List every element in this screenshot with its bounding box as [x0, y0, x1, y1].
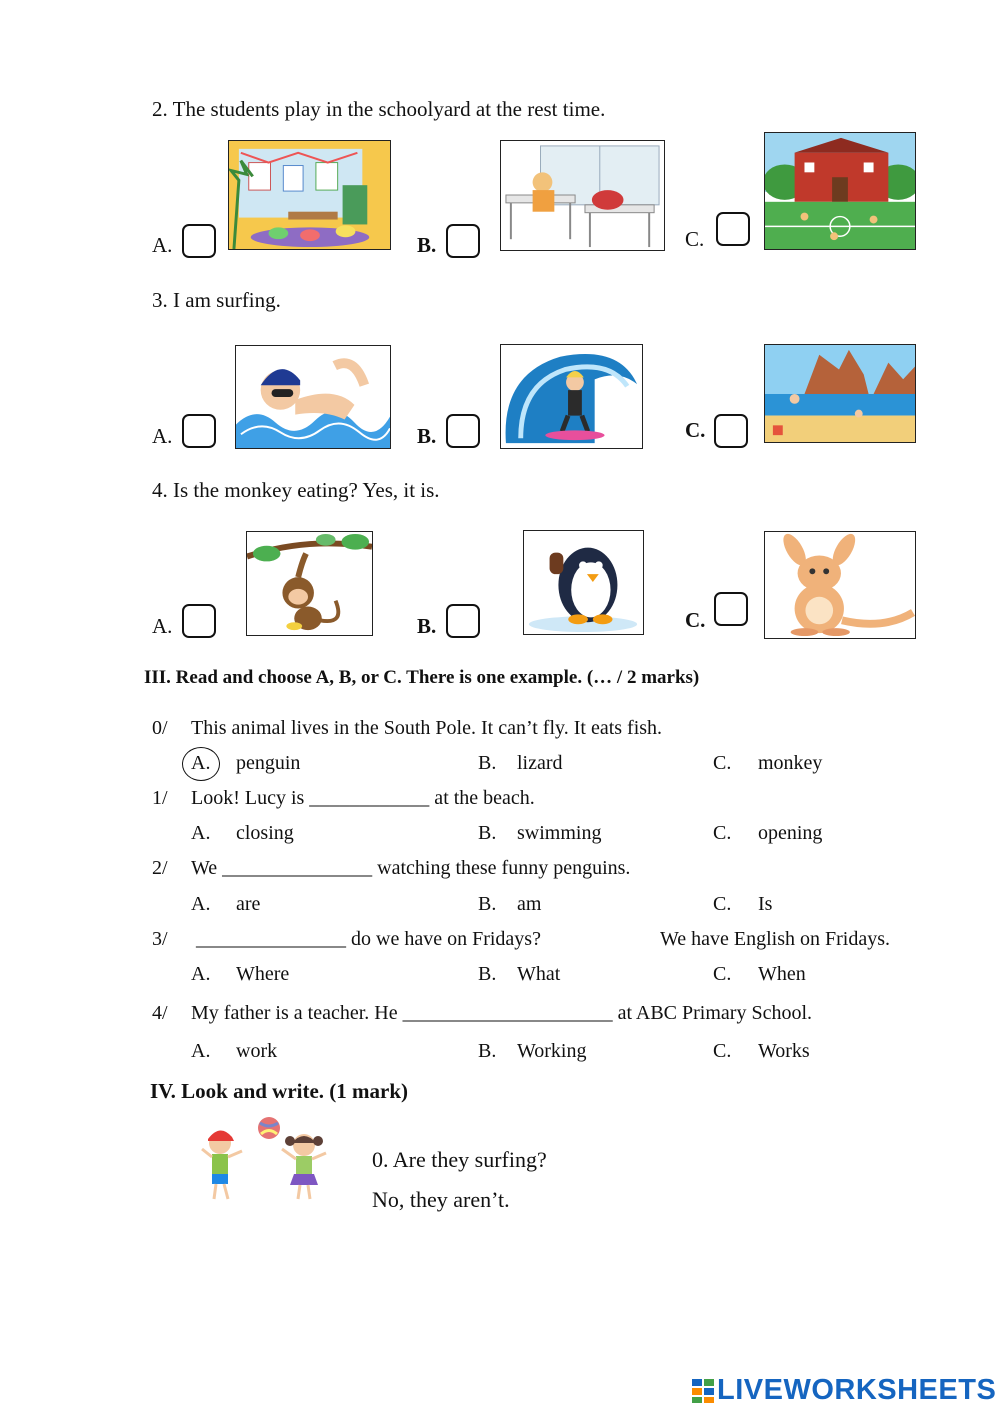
- item-0-option-c-letter: C.: [713, 752, 732, 774]
- item-3-answer-text: We have English on Fridays.: [660, 928, 891, 950]
- item-4-option-c-letter: C.: [713, 1040, 732, 1062]
- item-4-option-b-letter: B.: [478, 1040, 497, 1062]
- kids-playing-ball-image: [198, 1115, 348, 1205]
- item-0-number: 0/: [152, 717, 168, 739]
- q2-classroom-image: [228, 140, 391, 250]
- item-4-option-a-word[interactable]: work: [236, 1040, 278, 1062]
- item-1-option-b-letter: B.: [478, 822, 497, 844]
- q4-penguin-image: [523, 530, 644, 635]
- q4-option-a-checkbox[interactable]: [182, 604, 216, 638]
- q4-kangaroo-image: [764, 531, 916, 639]
- q2-desk-image: [500, 140, 665, 251]
- item-0-question: This animal lives in the South Pole. It can’t fly. It eats fish.: [191, 717, 663, 739]
- q3-option-a-label: A.: [152, 424, 173, 448]
- item-4-question: My father is a teacher. He _____________________ at ABC Primary School.: [191, 1002, 813, 1024]
- item-3-question: _______________ do we have on Fridays?: [196, 928, 541, 950]
- item-3-option-a-letter: A.: [191, 963, 211, 985]
- question-2-text: 2. The students play in the schoolyard at the rest time.: [152, 97, 606, 121]
- q4-option-a-label: A.: [152, 614, 173, 638]
- q3-swimmer-image: [235, 345, 391, 449]
- item-4-option-b-word[interactable]: Working: [517, 1040, 587, 1062]
- item-1-question: Look! Lucy is ____________ at the beach.: [191, 787, 535, 809]
- item-4-number: 4/: [152, 1002, 168, 1024]
- q4-option-b-checkbox[interactable]: [446, 604, 480, 638]
- q4-option-c-checkbox[interactable]: [714, 592, 748, 626]
- item-0-option-b-word[interactable]: lizard: [517, 752, 563, 774]
- liveworksheets-mark-icon: [692, 1379, 714, 1403]
- item-3-option-a-word[interactable]: Where: [236, 963, 290, 985]
- section-4-example-answer: No, they aren’t.: [372, 1187, 510, 1212]
- item-1-option-c-letter: C.: [713, 822, 732, 844]
- item-0-option-a-word[interactable]: penguin: [236, 752, 301, 774]
- q2-option-b-label: B.: [417, 233, 437, 257]
- q2-option-b-checkbox[interactable]: [446, 224, 480, 258]
- item-3-option-b-word[interactable]: What: [517, 963, 561, 985]
- item-3-option-b-letter: B.: [478, 963, 497, 985]
- item-3-option-c-letter: C.: [713, 963, 732, 985]
- q3-option-c-label: C.: [685, 418, 706, 442]
- item-1-option-a-letter: A.: [191, 822, 211, 844]
- liveworksheets-logo: [692, 1374, 996, 1407]
- section-4-title: IV. Look and write. (1 mark): [150, 1079, 409, 1103]
- q3-option-c-checkbox[interactable]: [714, 414, 748, 448]
- section-3-title: III. Read and choose A, B, or C. There is one example. (… / 2 marks): [144, 667, 700, 688]
- item-2-option-a-letter: A.: [191, 893, 211, 915]
- item-1-option-c-word[interactable]: opening: [758, 822, 823, 844]
- q2-option-a-label: A.: [152, 233, 173, 257]
- section-4-example-question: 0. Are they surfing?: [372, 1147, 547, 1172]
- q3-beach-image: [764, 344, 916, 443]
- q2-option-c-checkbox[interactable]: [716, 212, 750, 246]
- q2-option-c-label: C.: [685, 227, 705, 251]
- item-0-option-b-letter: B.: [478, 752, 497, 774]
- item-4-option-c-word[interactable]: Works: [758, 1040, 810, 1062]
- q3-surfer-image: [500, 344, 643, 449]
- q2-schoolyard-image: [764, 132, 916, 250]
- item-2-number: 2/: [152, 857, 168, 879]
- item-2-option-a-word[interactable]: are: [236, 893, 261, 915]
- item-2-option-b-word[interactable]: am: [517, 893, 542, 915]
- item-0-option-c-word[interactable]: monkey: [758, 752, 823, 774]
- question-4-text: 4. Is the monkey eating? Yes, it is.: [152, 478, 440, 502]
- q3-option-b-checkbox[interactable]: [446, 414, 480, 448]
- item-1-number: 1/: [152, 787, 168, 809]
- q3-option-b-label: B.: [417, 424, 437, 448]
- liveworksheets-logo-text: LIVEWORKSHEETS: [717, 1374, 997, 1406]
- q2-option-a-checkbox[interactable]: [182, 224, 216, 258]
- item-1-option-b-word[interactable]: swimming: [517, 822, 602, 844]
- q4-option-b-label: B.: [417, 614, 437, 638]
- item-4-option-a-letter: A.: [191, 1040, 211, 1062]
- item-2-option-b-letter: B.: [478, 893, 497, 915]
- item-1-option-a-word[interactable]: closing: [236, 822, 294, 844]
- item-3-option-c-word[interactable]: When: [758, 963, 806, 985]
- item-0-option-a-letter: A.: [191, 752, 211, 774]
- item-2-question: We _______________ watching these funny penguins.: [191, 857, 631, 879]
- question-3-text: 3. I am surfing.: [152, 288, 281, 312]
- q4-monkey-image: [246, 531, 373, 636]
- item-2-option-c-word[interactable]: Is: [758, 893, 773, 915]
- item-2-option-c-letter: C.: [713, 893, 732, 915]
- q4-option-c-label: C.: [685, 608, 706, 632]
- q3-option-a-checkbox[interactable]: [182, 414, 216, 448]
- item-3-number: 3/: [152, 928, 168, 950]
